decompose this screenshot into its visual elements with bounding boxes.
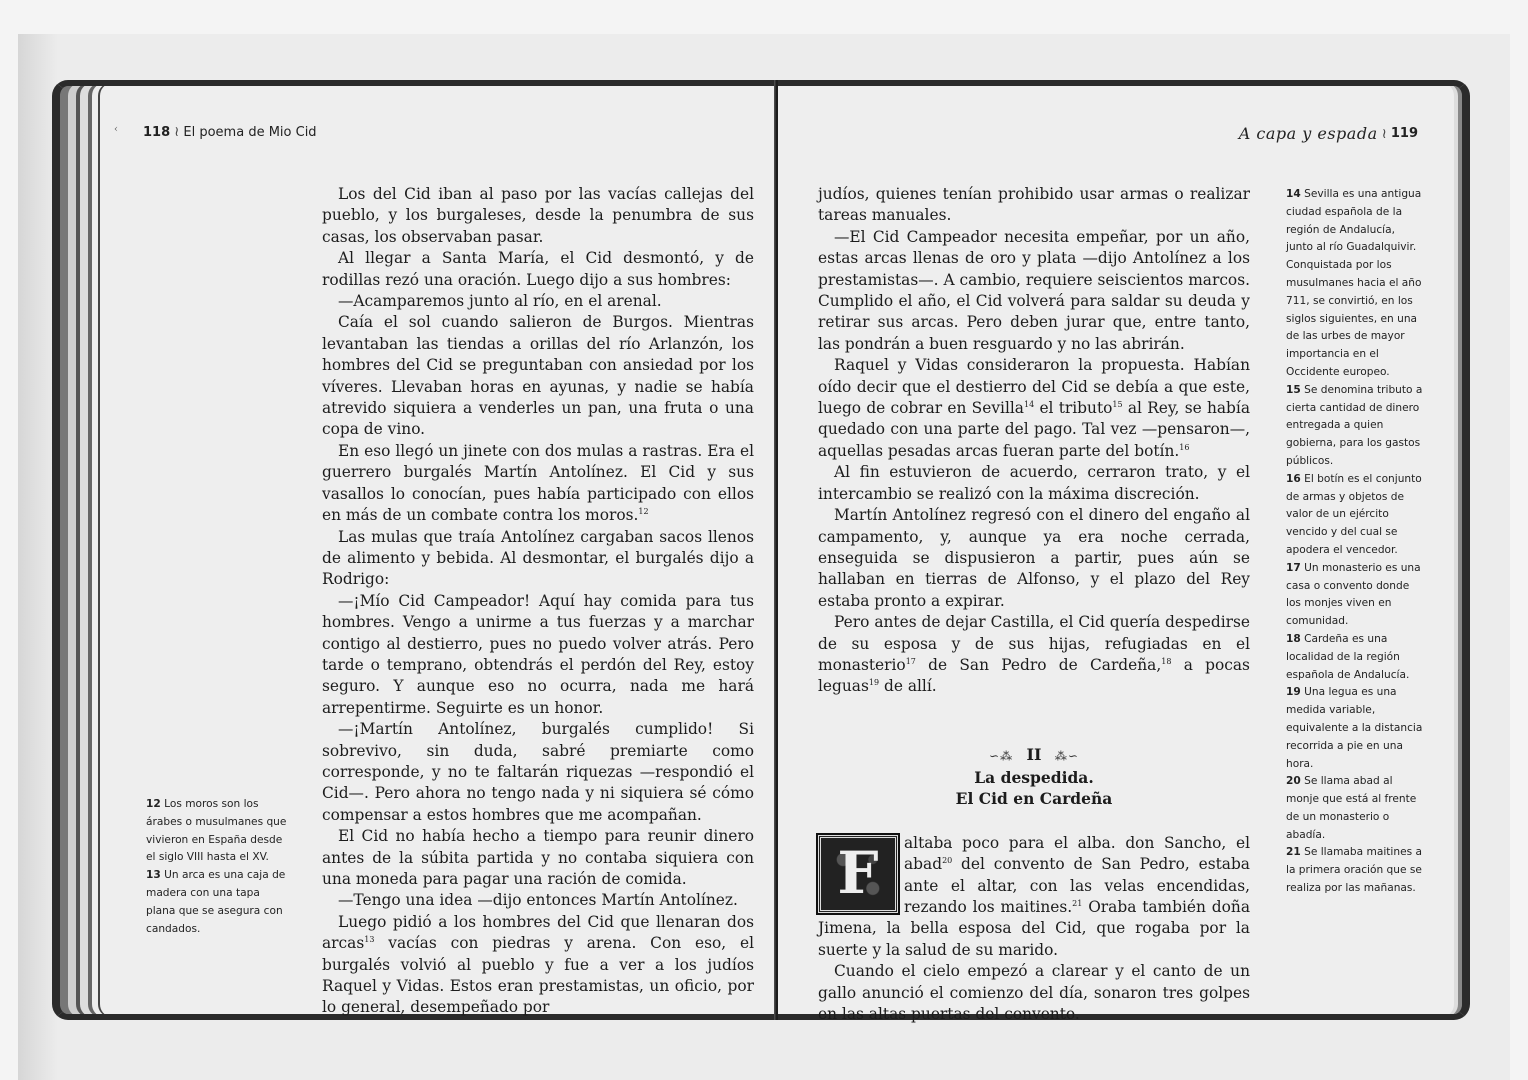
paragraph-text: Raquel y Vidas consideraron la propuesta. Habían oído decir que el destierro del Cid se debía a que este, luego de cobrar en Sevilla bbox=[818, 356, 1250, 418]
running-head-title: A capa y espada bbox=[1238, 124, 1378, 143]
footnote-text: Se llamaba maitines a la primera oración que se realiza por las mañanas. bbox=[1286, 846, 1422, 895]
footnote-text: Una legua es una medida variable, equivalente a la distancia recorrida a pie en una hora. bbox=[1286, 686, 1423, 770]
paragraph: Al llegar a Santa María, el Cid desmontó, y de rodillas rezó una oración. Luego dijo a sus hombres: bbox=[322, 249, 754, 289]
paragraph-text: del convento de San Pedro, estaba ante el altar, con las velas encendidas, rezando los maitines. bbox=[904, 855, 1250, 916]
footnote-text: Se llama abad al monje que está al frente de un monasterio o abadía. bbox=[1286, 775, 1417, 841]
footnote-number: 15 bbox=[1286, 383, 1301, 396]
footnote-ref: 12 bbox=[638, 506, 649, 516]
paragraph: Martín Antolínez regresó con el dinero del engaño al campamento, y, aunque ya era noche cerrada, enseguida se dispusieron a partir, pues aún se hallaban en tierras de Alfonso, y el plazo del Rey estaba pronto a expirar. bbox=[818, 506, 1250, 610]
ornament-icon: ≀ bbox=[1381, 125, 1387, 142]
illuminated-dropcap-icon: F bbox=[818, 835, 898, 913]
footnote-number: 12 bbox=[146, 798, 161, 810]
footnote-text: Sevilla es una antigua ciudad española de la región de Andalucía, junto al río Guadalquivir. Conquistada por los musulmanes hacia el año 711, se convirtió, en los siglos siguientes, en una de las urbes de mayor importancia en el Occidente europeo. bbox=[1286, 188, 1422, 378]
footnote-number: 14 bbox=[1286, 188, 1301, 200]
paragraph: El Cid no había hecho a tiempo para reunir dinero antes de la súbita partida y no contaba siquiera con una moneda para pagar una ración de comida. bbox=[322, 827, 754, 888]
footnote bbox=[1286, 684, 1424, 773]
footnote bbox=[1286, 844, 1424, 897]
page-mark: ‹ bbox=[114, 124, 118, 135]
footnote-text: Se denomina tributo a cierta cantidad de dinero entregada a quien gobierna, para los gastos públicos. bbox=[1286, 383, 1423, 467]
paragraph bbox=[322, 912, 754, 1019]
footnote bbox=[1286, 773, 1424, 844]
paragraph: —Acamparemos junto al río, en el arenal. bbox=[338, 292, 662, 311]
footnote-number: 18 bbox=[1286, 632, 1301, 645]
paragraph: Las mulas que traía Antolínez cargaban sacos llenos de alimento y bebida. Al desmontar, el burgalés dijo a Rodrigo: bbox=[322, 527, 754, 589]
paragraph-text: Pero antes de dejar Castilla, el Cid quería despedirse de su esposa y de sus hijas, refugiadas en el monasterio bbox=[818, 613, 1250, 674]
running-head-right bbox=[1239, 124, 1418, 143]
chapter-number-line bbox=[818, 744, 1250, 767]
footnote-number: 21 bbox=[1286, 846, 1301, 859]
footnote-number: 19 bbox=[1286, 686, 1301, 699]
paragraph: Los del Cid iban al paso por las vacías callejas del pueblo, y los burgaleses, desde la penumbra de sus casas, los observaban pasar. bbox=[322, 185, 754, 246]
paragraph: —Tengo una idea —dijo entonces Martín Antolínez. bbox=[338, 891, 738, 910]
footnote-ref: 19 bbox=[868, 678, 880, 688]
paragraph-text: Luego pidió a los hombres del Cid que llenaran dos arcas bbox=[322, 912, 754, 953]
paragraph bbox=[322, 441, 754, 527]
flourish-right-icon: ⁂∽ bbox=[1054, 748, 1079, 763]
paragraph: —El Cid Campeador necesita empeñar, por un año, estas arcas llenas de oro y plata —dijo Antolínez a los prestamistas—. A cambio, requiere seiscientos marcos. Cumplido el año, el Cid volverá para saldar su deuda y retirar sus arcas. Pero deben jurar que, entre tanto, las pondrán a buen resguardo y no las abrirán. bbox=[818, 227, 1250, 353]
paragraph-text: a pocas leguas bbox=[818, 655, 1250, 696]
running-head-title: El poema de Mio Cid bbox=[183, 124, 317, 140]
footnote-ref: 14 bbox=[1023, 399, 1035, 409]
open-book bbox=[52, 80, 1470, 1023]
footnote-ref: 18 bbox=[1161, 656, 1172, 666]
footnote-number: 13 bbox=[146, 869, 161, 882]
page-number: 118 bbox=[143, 124, 171, 140]
paragraph-text: En eso llegó un jinete con dos mulas a rastras. Era el guerrero burgalés Martín Antolínez. El Cid y sus vasallos lo conocían, pues había participado con ellos en más de un combate contra los moros. bbox=[322, 441, 754, 525]
footnote-text: El botín es el conjunto de armas y objetos de valor de un ejército vencido y del cual se apodera el vencedor. bbox=[1286, 472, 1422, 556]
chapter-title-line1: La despedida. bbox=[974, 767, 1094, 787]
footnote bbox=[1286, 631, 1424, 684]
flourish-left-icon: ∽⁂ bbox=[989, 748, 1014, 763]
paragraph bbox=[818, 355, 1250, 462]
right-footnotes bbox=[1286, 186, 1424, 898]
footnote-ref: 15 bbox=[1112, 399, 1123, 409]
footnote-text: Un monasterio es una casa o convento donde los monjes viven en comunidad. bbox=[1286, 561, 1421, 628]
paragraph: Caía el sol cuando salieron de Burgos. Mientras levantaban las tiendas a orillas del río Arlanzón, los hombres del Cid se preguntaban con ansiedad por los víveres. Llevaban horas en ayunas, y nadie se había atrevido siquiera a venderles un pan, una fruta o una copa de vino. bbox=[322, 313, 754, 439]
paragraph-text: de San Pedro de Cardeña, bbox=[928, 655, 1162, 674]
paragraph: judíos, quienes tenían prohibido usar armas o realizar tareas manuales. bbox=[818, 185, 1250, 225]
footnote-ref: 20 bbox=[942, 856, 953, 866]
footnote-text: Cardeña es una localidad de la región española de Andalucía. bbox=[1286, 632, 1410, 681]
right-body-text bbox=[818, 184, 1250, 1025]
footnote-number: 17 bbox=[1286, 561, 1301, 574]
running-head-left bbox=[143, 124, 317, 140]
chapter-number: II bbox=[1026, 744, 1042, 764]
footnote-text: Un arca es una caja de madera con una tapa plana que se asegura con candados. bbox=[146, 869, 286, 935]
paragraph: —¡Mío Cid Campeador! Aquí hay comida para tus hombres. Vengo a unirme a tus fuerzas y a marchar contigo al destierro, pues no puedo volver atrás. Pero tarde o temprano, obtendrás el perdón del Rey, estoy seguro. Y aunque eso no ocurra, nada me hará arrepentirme. Seguirte es un honor. bbox=[322, 591, 754, 717]
footnote bbox=[146, 796, 288, 867]
page-number: 119 bbox=[1390, 126, 1418, 141]
paragraph-text: al Rey, se había quedado con una parte del pago. Tal vez —pensaron—, aquellas pesadas arcas fueran parte del botín. bbox=[818, 399, 1250, 460]
paragraph-text: Oraba también doña Jimena, la bella esposa del Cid, que rogaba por la suerte y la salud de su marido. bbox=[818, 897, 1250, 959]
footnote bbox=[1286, 560, 1424, 631]
paragraph bbox=[818, 612, 1250, 698]
footnote-ref: 13 bbox=[364, 935, 375, 945]
left-footnotes bbox=[146, 796, 288, 938]
paragraph-text: el tributo bbox=[1039, 399, 1113, 418]
footnote-text: Los moros son los árabes o musulmanes que vivieron en España desde el siglo VIII hasta el XV. bbox=[146, 798, 287, 864]
paragraph: Cuando el cielo empezó a clarear y el canto de un gallo anunció el comienzo del día, sonaron tres golpes en las altas puertas del convento. bbox=[818, 962, 1250, 1023]
footnote bbox=[146, 867, 288, 938]
right-page bbox=[778, 80, 1470, 1023]
ornament-icon: ≀ bbox=[174, 124, 180, 140]
footnote-ref: 21 bbox=[1072, 898, 1083, 908]
paragraph: —¡Martín Antolínez, burgalés cumplido! Si sobrevivo, sin duda, sabré premiarte como corresponde, y no te faltarán riquezas —respondió el Cid—. Pero ahora no tengo nada y ni siquiera sé cómo compensar a estos hombres que me acompañan. bbox=[322, 720, 754, 824]
paragraph bbox=[818, 833, 1250, 961]
paragraph-text: de allí. bbox=[883, 677, 937, 696]
left-page bbox=[52, 80, 778, 1020]
left-body-text bbox=[322, 184, 754, 1019]
footnote bbox=[1286, 471, 1424, 560]
footnote-number: 20 bbox=[1286, 775, 1301, 788]
paragraph: Al fin estuvieron de acuerdo, cerraron trato, y el intercambio se realizó con la máxima discreción. bbox=[818, 463, 1250, 503]
footnote-ref: 17 bbox=[905, 656, 916, 666]
chapter-heading bbox=[818, 744, 1250, 809]
footnote-number: 16 bbox=[1286, 472, 1301, 485]
chapter-title-line2: El Cid en Cardeña bbox=[955, 788, 1113, 808]
footnote bbox=[1286, 186, 1424, 382]
footnote bbox=[1286, 382, 1424, 471]
paragraph-text: altaba poco para el alba. don Sancho, el abad bbox=[904, 833, 1250, 874]
paragraph-text: vacías con piedras y arena. Con eso, el burgalés volvió al pueblo y fue a ver a los judíos Raquel y Vidas. Estos eran prestamistas, un oficio, por lo general, desempeñado por bbox=[322, 934, 754, 1017]
footnote-ref: 16 bbox=[1179, 442, 1190, 452]
